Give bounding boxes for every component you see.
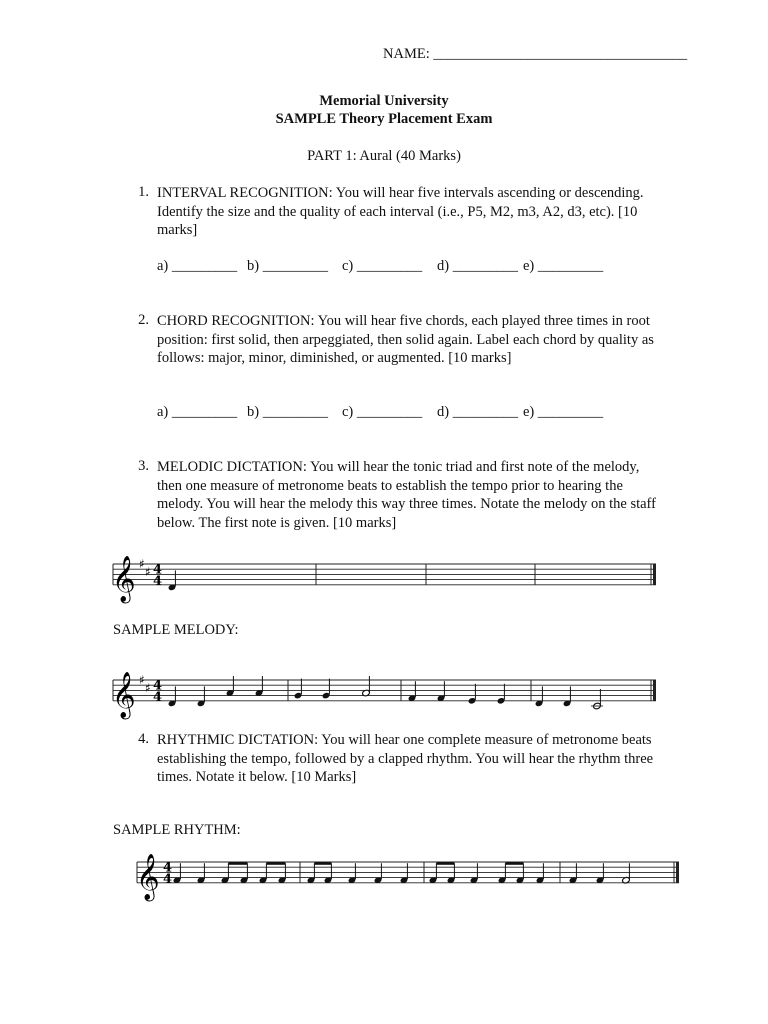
time-signature-top: 4: [153, 678, 163, 694]
answer-blank[interactable]: b) _________: [247, 258, 328, 274]
sharp-c-icon: ♯: [145, 680, 151, 695]
university-title: Memorial University: [319, 93, 449, 109]
sharp-c-icon: ♯: [145, 564, 151, 579]
dictation-staff[interactable]: [112, 556, 656, 604]
final-barline-thick: [676, 862, 679, 883]
sample-rhythm-label: SAMPLE RHYTHM:: [113, 822, 241, 838]
answer-blank[interactable]: a) _________: [157, 404, 238, 420]
time-signature-top: 4: [163, 860, 173, 876]
final-barline-thick: [653, 564, 656, 585]
answer-blank[interactable]: c) _________: [342, 258, 423, 274]
answer-blank[interactable]: d) _________: [437, 404, 518, 420]
question-3-text: MELODIC DICTATION: You will hear the tonic triad and first note of the melody, then one measure of metronome beats to establish the tempo prior to hearing the melody. You will hear the melody this way three times. Notate the melody on the staff below. The first note is given. [10 marks]: [157, 459, 656, 531]
eighth-beam: [228, 862, 247, 865]
question-1-text: INTERVAL RECOGNITION: You will hear five intervals ascending or descending. Identify the size and the quality of each interval (i.e., P5, M2, m3, A2, d3, etc). [10 marks]: [157, 185, 644, 238]
final-barline-thick: [653, 680, 656, 701]
sample-rhythm-staff: [136, 854, 679, 902]
question-2-number: 2.: [138, 312, 149, 328]
answer-blank[interactable]: a) _________: [157, 258, 238, 274]
time-signature-bottom: 4: [163, 871, 173, 887]
answer-blank[interactable]: d) _________: [437, 258, 518, 274]
sample-melody-staff: [112, 672, 656, 720]
eighth-beam: [266, 862, 285, 865]
time-signature-top: 4: [153, 562, 163, 578]
eighth-beam: [314, 862, 331, 865]
question-3-number: 3.: [138, 458, 149, 474]
part-heading: PART 1: Aural (40 Marks): [307, 148, 461, 164]
sharp-f-icon: ♯: [139, 673, 145, 687]
sample-melody-label: SAMPLE MELODY:: [113, 622, 239, 638]
treble-clef-icon: 𝄞: [112, 671, 136, 718]
exam-title: SAMPLE Theory Placement Exam: [275, 111, 493, 127]
name-field-label[interactable]: NAME: ___________________________________: [383, 46, 688, 62]
time-signature-bottom: 4: [153, 573, 163, 589]
question-4-text: RHYTHMIC DICTATION: You will hear one complete measure of metronome beats establishing the tempo, followed by a clapped rhythm. You will hear the rhythm three times. Notate it below. [10 Marks]: [157, 732, 654, 785]
eighth-beam: [505, 862, 523, 865]
answer-blank[interactable]: b) _________: [247, 404, 328, 420]
question-2-text: CHORD RECOGNITION: You will hear five chords, each played three times in root position: first solid, then arpeggiated, then solid again. Label each chord by quality as follows: major, minor, diminished, or augmented. [10 marks]: [157, 313, 654, 366]
treble-clef-icon: 𝄞: [136, 853, 160, 900]
treble-clef-icon: 𝄞: [112, 555, 136, 602]
answer-blank[interactable]: e) _________: [523, 404, 604, 420]
question-4-number: 4.: [138, 731, 149, 747]
sharp-f-icon: ♯: [139, 557, 145, 571]
time-signature-bottom: 4: [153, 689, 163, 705]
answer-blank[interactable]: e) _________: [523, 258, 604, 274]
eighth-beam: [436, 862, 454, 865]
question-1-number: 1.: [138, 184, 149, 200]
answer-blank[interactable]: c) _________: [342, 404, 423, 420]
